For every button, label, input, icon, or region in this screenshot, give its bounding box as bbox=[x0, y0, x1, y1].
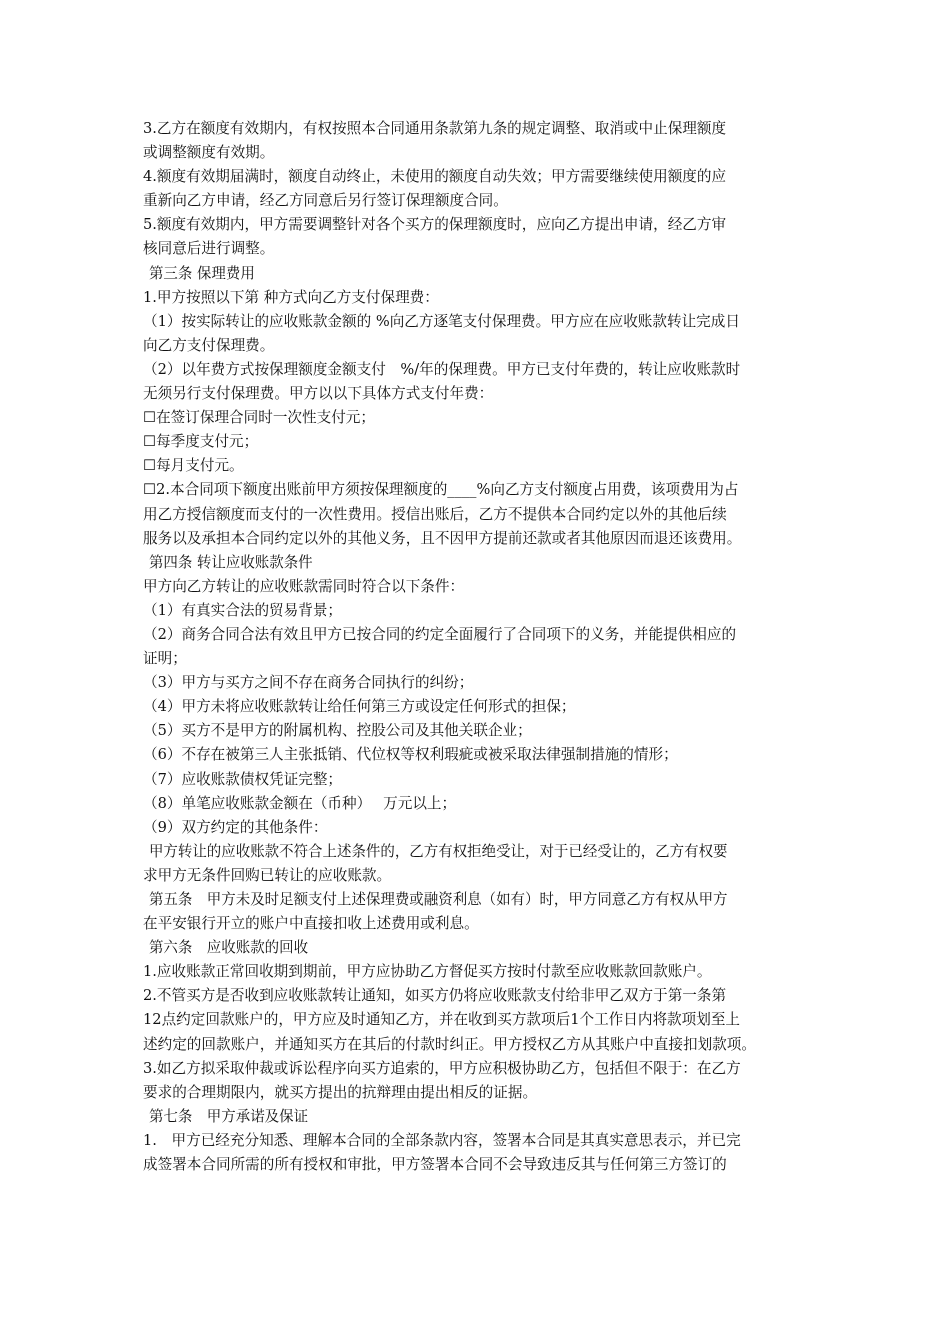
text-line: （8）单笔应收账款金额在（币种） 万元以上； bbox=[143, 794, 457, 812]
section-heading: 第三条 保理费用 bbox=[148, 264, 255, 282]
text-line: 3.乙方在额度有效期内，有权按照本合同通用条款第九条的规定调整、取消或中止保理额度 bbox=[143, 120, 727, 137]
text-line: （1）按实际转让的应收账款金额的 %向乙方逐笔支付保理费。甲方应在应收账款转让完成日 bbox=[143, 312, 740, 330]
section-heading: 第七条 甲方承诺及保证 bbox=[148, 1107, 309, 1125]
text-line: ☐在签订保理合同时一次性支付元； bbox=[143, 409, 375, 427]
text-line: （2）以年费方式按保理额度金额支付 %/年的保理费。甲方已支付年费的，转让应收账款时 bbox=[143, 360, 741, 378]
text-line: 1.应收账款正常回收期到期前，甲方应协助乙方督促买方按时付款至应收账款回款账户。 bbox=[143, 963, 712, 981]
text-line: 成签署本合同所需的所有授权和审批，甲方签署本合同不会导致违反其与任何第三方签订的 bbox=[143, 1156, 727, 1174]
text-line: 要求的合理期限内，就买方提出的抗辩理由提出相反的证据。 bbox=[143, 1083, 538, 1101]
text-line: （4）甲方未将应收账款转让给任何第三方或设定任何形式的担保； bbox=[143, 698, 576, 716]
text-line: 1.甲方按照以下第 种方式向乙方支付保理费： bbox=[143, 288, 439, 306]
text-line: 向乙方支付保理费。 bbox=[143, 336, 275, 354]
text-line: 甲方转让的应收账款不符合上述条件的，乙方有权拒绝受让，对于已经受让的，乙方有权要 bbox=[148, 842, 728, 860]
text-line: 服务以及承担本合同约定以外的其他义务，且不因甲方提前还款或者其他原因而退还该费用。 bbox=[143, 529, 742, 547]
text-line: 在平安银行开立的账户中直接扣收上述费用或利息。 bbox=[143, 915, 479, 933]
section-heading: 第四条 转让应收账款条件 bbox=[148, 553, 313, 571]
document-page bbox=[143, 117, 817, 1177]
text-line: （9）双方约定的其他条件： bbox=[143, 818, 328, 836]
text-line: 重新向乙方申请，经乙方同意后另行签订保理额度合同。 bbox=[143, 192, 508, 210]
text-line: （1）有真实合法的贸易背景； bbox=[143, 601, 343, 619]
text-line: 5.额度有效期内，甲方需要调整针对各个买方的保理额度时，应向乙方提出申请，经乙方审 bbox=[143, 216, 727, 234]
text-line: （6）不存在被第三人主张抵销、代位权等权利瑕疵或被采取法律强制措施的情形； bbox=[143, 746, 678, 764]
text-line: 用乙方授信额度而支付的一次性费用。授信出账后，乙方不提供本合同约定以外的其他后续 bbox=[143, 505, 727, 523]
text-line: 4.额度有效期届满时，额度自动终止，未使用的额度自动失效；甲方需要继续使用额度的应 bbox=[143, 168, 727, 186]
text-line: 2.不管买方是否收到应收账款转让通知，如买方仍将应收账款支付给非甲乙双方于第一条第 bbox=[143, 987, 727, 1005]
text-line: 3.如乙方拟采取仲裁或诉讼程序向买方追索的，甲方应积极协助乙方，包括但不限于：在乙方 bbox=[143, 1059, 741, 1077]
text-line: （7）应收账款债权凭证完整； bbox=[143, 770, 343, 788]
text-line: 1. 甲方已经充分知悉、理解本合同的全部条款内容，签署本合同是其真实意思表示，并已完 bbox=[143, 1131, 741, 1149]
text-line: ☐2.本合同项下额度出账前甲方须按保理额度的____%向乙方支付额度占用费，该项费用为占 bbox=[143, 481, 739, 499]
text-line: 证明； bbox=[143, 650, 187, 668]
text-line: （2）商务合同合法有效且甲方已按合同的约定全面履行了合同项下的义务，并能提供相应的 bbox=[143, 625, 737, 643]
text-line: （3）甲方与买方之间不存在商务合同执行的纠纷； bbox=[143, 674, 474, 692]
section-heading: 第五条 甲方未及时足额支付上述保理费或融资利息（如有）时，甲方同意乙方有权从甲方 bbox=[148, 891, 728, 908]
section-heading: 第六条 应收账款的回收 bbox=[148, 939, 309, 957]
text-line: 述约定的回款账户，并通知买方在其后的付款时纠正。甲方授权乙方从其账户中直接扣划款项。 bbox=[143, 1035, 756, 1053]
text-line: 求甲方无条件回购已转让的应收账款。 bbox=[143, 866, 392, 884]
text-line: 甲方向乙方转让的应收账款需同时符合以下条件： bbox=[143, 577, 465, 595]
text-line: （5）买方不是甲方的附属机构、控股公司及其他关联企业； bbox=[143, 722, 532, 740]
text-line: 12点约定回款账户的，甲方应及时通知乙方，并在收到买方款项后1个工作日内将款项划至上 bbox=[143, 1011, 741, 1029]
text-line: 核同意后进行调整。 bbox=[143, 240, 275, 258]
text-line: 或调整额度有效期。 bbox=[143, 144, 275, 162]
text-line: ☐每季度支付元； bbox=[143, 433, 259, 451]
text-line: 无须另行支付保理费。甲方以以下具体方式支付年费： bbox=[143, 385, 494, 403]
text-line: ☐每月支付元。 bbox=[143, 457, 244, 475]
